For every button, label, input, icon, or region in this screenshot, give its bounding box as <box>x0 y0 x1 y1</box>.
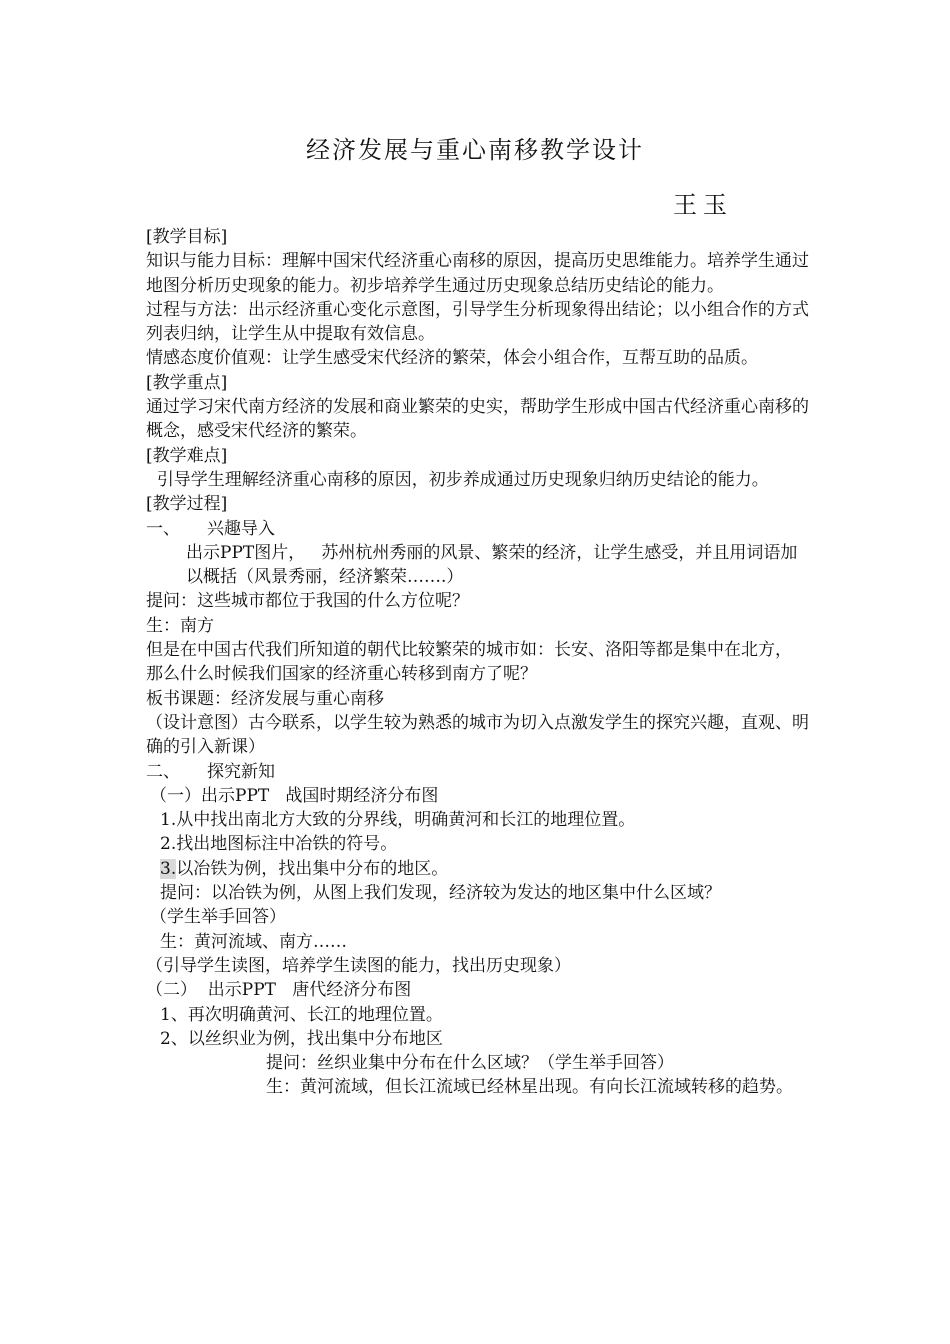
task-item-3 <box>146 857 810 881</box>
task-item-1: 1.从中找出南北方大致的分界线，明确黄河和长江的地理位置。 <box>160 810 636 831</box>
note-read-map: （引导学生读图，培养学生读图的能力，找出历史现象） <box>146 955 571 976</box>
question-iron: 提问：以冶铁为例，从图上我们发现，经济较为发达的地区集中什么区域？ <box>160 883 721 904</box>
design-intent: （设计意图）古今联系，以学生较为熟悉的城市为切入点激发学生的探究兴趣，直观、明确的引入新课） <box>146 712 809 758</box>
step-one-heading: 一、 兴趣导入 <box>146 518 276 539</box>
section-heading-objectives: [教学目标] <box>146 227 228 247</box>
subsection-tang: （二） 出示PPT 唐代经济分布图 <box>146 980 412 1001</box>
paragraph-knowledge-goal: 知识与能力目标：理解中国宋代经济重心南移的原因，提高历史思维能力。培养学生通过地图分析历史现象的能力。初步培养学生通过历史现象总结历史结论的能力。 <box>146 251 809 296</box>
question-shift-time: 那么什么时候我们国家的经济重心转移到南方了呢？ <box>146 664 537 685</box>
answer-south: 生：南方 <box>146 615 214 636</box>
answer-yellow-river: 生：黄河流域、南方…… <box>160 931 347 952</box>
step-two-heading: 二、 探究新知 <box>146 761 276 782</box>
answer-silk: 生：黄河流域，但长江流域已经林星出现。有向长江流域转移的趋势。 <box>266 1077 793 1098</box>
paragraph-ancient-cities: 但是在中国古代我们所知道的朝代比较繁荣的城市如：长安、洛阳等都是集中在北方， <box>146 640 792 661</box>
task-item-2: 2.找出地图标注中冶铁的符号。 <box>160 834 398 855</box>
paragraph-key-points: 通过学习宋代南方经济的发展和商业繁荣的史实，帮助学生形成中国古代经济重心南移的概念，感受宋代经济的繁荣。 <box>146 397 809 442</box>
question-silk: 提问：丝织业集中分布在什么区域？（学生举手回答） <box>266 1053 674 1074</box>
author-name: 王玉 <box>673 191 733 219</box>
tang-item-1: 1、再次明确黄河、长江的地理位置。 <box>160 1004 443 1025</box>
tang-item-2: 2、以丝织业为例，找出集中分布地区 <box>160 1028 443 1049</box>
section-heading-process: [教学过程] <box>146 494 228 515</box>
subsection-warring-states: （一）出示PPT 战国时期经济分布图 <box>150 785 439 806</box>
highlighted-number: 3. <box>160 858 177 879</box>
document-body <box>146 225 810 1100</box>
section-heading-difficulty: [教学难点] <box>146 445 228 466</box>
section-heading-key-points: [教学重点] <box>146 372 228 393</box>
paragraph-difficulty: 引导学生理解经济重心南移的原因，初步养成通过历史现象归纳历史结论的能力。 <box>146 469 769 490</box>
question-location: 提问：这些城市都位于我国的什么方位呢？ <box>146 591 469 612</box>
task-item-3-text: 以冶铁为例，找出集中分布的地区。 <box>176 858 449 879</box>
paragraph-process-method: 过程与方法：出示经济重心变化示意图，引导学生分析现象得出结论；以小组合作的方式列表归纳，让学生从中提取有效信息。 <box>146 299 809 345</box>
board-title: 板书课题：经济发展与重心南移 <box>146 688 384 709</box>
document-title: 经济发展与重心南移教学设计 <box>306 136 644 164</box>
note-raise-hand: （学生举手回答） <box>150 907 286 928</box>
paragraph-show-ppt: 出示PPT图片， 苏州杭州秀丽的风景、繁荣的经济，让学生感受，并且用词语加以概括（风景秀丽，经济繁荣…….） <box>186 542 798 588</box>
paragraph-emotion-values: 情感态度价值观：让学生感受宋代经济的繁荣，体会小组合作，互帮互助的品质。 <box>146 348 758 369</box>
